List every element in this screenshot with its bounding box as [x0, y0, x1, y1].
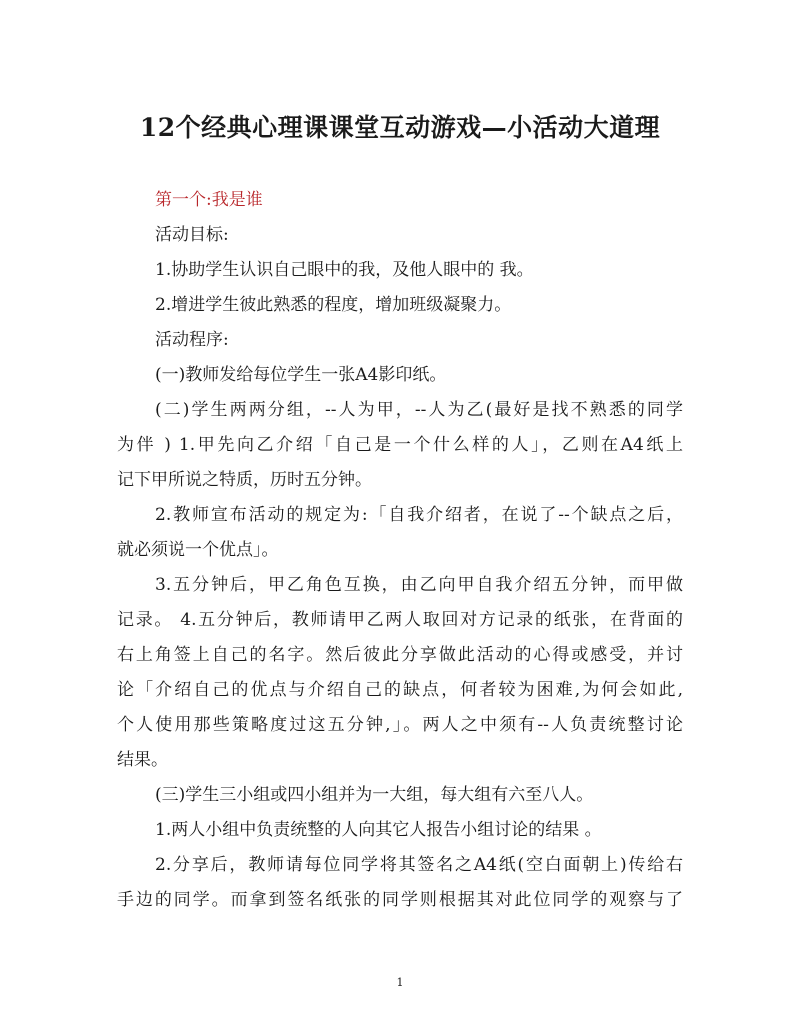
paragraph-line: 活动目标:: [155, 225, 229, 245]
paragraph-line: 结果。: [117, 750, 168, 770]
paragraph-line: 1.协助学生认识自己眼中的我，及他人眼中的 我。: [155, 260, 534, 280]
paragraph-line: 为伴 ) 1.甲先向乙介绍「自己是一个什么样的人」，乙则在A4纸上: [117, 435, 683, 455]
paragraph-line: 2.增进学生彼此熟悉的程度，增加班级凝聚力。: [155, 295, 512, 315]
paragraph-line: 记录。 4.五分钟后，教师请甲乙两人取回对方记录的纸张，在背面的: [117, 610, 683, 630]
section-heading: 第一个:我是谁: [155, 190, 263, 210]
paragraph-line: 记下甲所说之特质，历时五分钟。: [117, 470, 372, 490]
document-body: [117, 183, 683, 918]
paragraph-line: (一)教师发给每位学生一张A4影印纸。: [155, 365, 447, 385]
paragraph-line: (二)学生两两分组，--人为甲，--人为乙(最好是找不熟悉的同学: [155, 400, 683, 420]
paragraph-line: 2.分享后，教师请每位同学将其签名之A4纸(空白面朝上)传给右: [155, 855, 683, 875]
paragraph-line: 个人使用那些策略度过这五分钟,」。两人之中须有--人负责统整讨论: [117, 715, 683, 735]
paragraph-line: 右上角签上自己的名字。然后彼此分享做此活动的心得或感受，并讨: [117, 645, 683, 665]
paragraph-line: 3.五分钟后，甲乙角色互换，由乙向甲自我介绍五分钟，而甲做: [155, 575, 683, 595]
document-title: 12个经典心理课课堂互动游戏—小活动大道理: [139, 113, 661, 142]
paragraph-line: (三)学生三小组或四小组并为一大组，每大组有六至八人。: [155, 785, 594, 805]
paragraph-line: 2.教师宣布活动的规定为:「自我介绍者，在说了--个缺点之后，: [155, 505, 683, 525]
paragraph-line: 活动程序:: [155, 330, 229, 350]
paragraph-line: 手边的同学。而拿到签名纸张的同学则根据其对此位同学的观察与了: [117, 890, 683, 910]
paragraph-line: 论「介绍自己的优点与介绍自己的缺点，何者较为困难,为何会如此,: [117, 680, 683, 700]
page-number: 1: [396, 976, 404, 989]
paragraph-line: 1.两人小组中负责统整的人向其它人报告小组讨论的结果 。: [155, 820, 602, 840]
paragraph-line: 就必须说一个优点」。: [117, 540, 279, 560]
